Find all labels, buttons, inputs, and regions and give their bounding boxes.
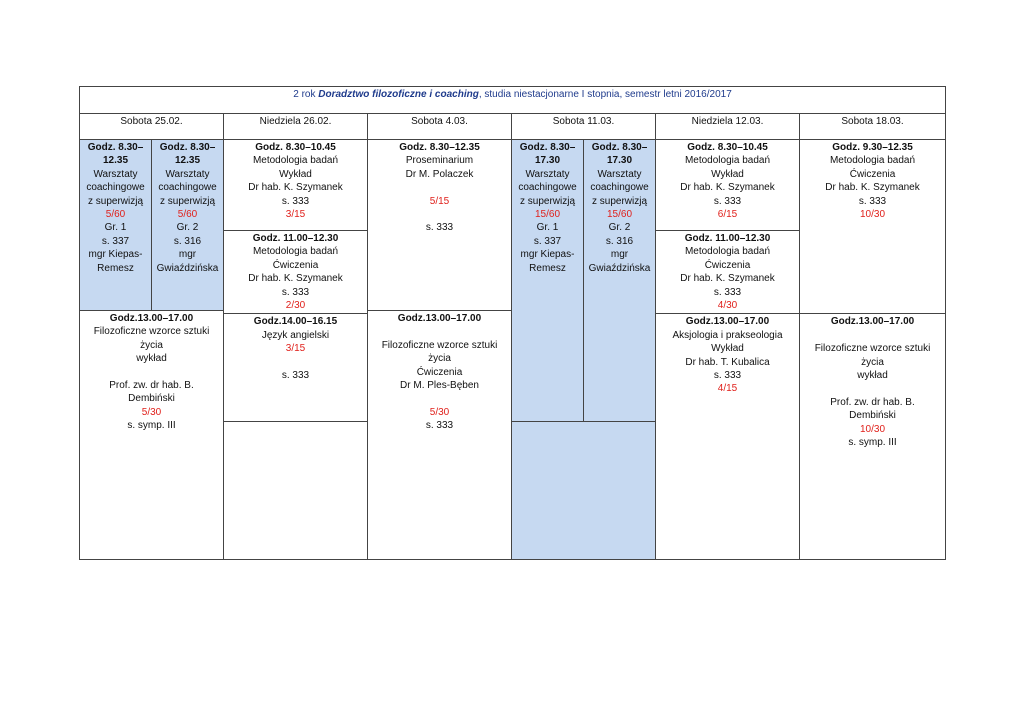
class-time: Godz. 8.30– <box>87 142 144 153</box>
hours-count: 4/15 <box>717 383 738 395</box>
class-detail: coachingowe <box>590 182 649 194</box>
class-detail: Warsztaty <box>93 168 138 180</box>
spacer <box>802 329 943 342</box>
schedule-table <box>79 86 946 560</box>
class-detail: s. 337 <box>533 235 562 247</box>
day-header: Sobota 11.03. <box>512 114 656 140</box>
class-time: Godz. 11.00–12.30 <box>684 233 771 244</box>
class-cell-workshop-gr1 <box>512 140 584 422</box>
class-cell-methodology-lecture <box>656 140 800 231</box>
spacer <box>370 181 509 194</box>
class-detail: s. 337 <box>101 235 130 247</box>
class-time: Godz. 8.30–12.35 <box>399 142 480 153</box>
class-detail: życia <box>861 356 884 368</box>
class-detail: wykład <box>857 370 888 382</box>
class-detail: z superwizją <box>87 195 144 207</box>
class-cell-workshop-gr2 <box>584 140 656 422</box>
class-detail: Ćwiczenia <box>416 366 463 378</box>
class-detail: Dr M. Polaczek <box>405 168 474 180</box>
class-detail: Dr hab. T. Kubalica <box>685 356 770 368</box>
hours-count: 5/30 <box>141 406 162 418</box>
class-detail: mgr Kiepas- <box>88 249 143 261</box>
class-detail: Warsztaty <box>165 168 210 180</box>
class-time: Godz.13.00–17.00 <box>397 313 482 324</box>
title-suffix: , studia niestacjonarne I stopnia, semestr letni 2016/2017 <box>478 89 732 100</box>
hours-count: 3/15 <box>285 343 306 355</box>
class-time: Godz. 8.30– <box>519 142 576 153</box>
class-detail: wykład <box>136 353 167 365</box>
class-cell-philosophy-lecture <box>80 311 224 560</box>
class-detail: Filozoficzne wzorce sztuki <box>814 343 931 355</box>
class-detail: s. 316 <box>605 235 634 247</box>
hours-count: 3/15 <box>285 209 306 221</box>
class-detail: Filozoficzne wzorce sztuki <box>381 339 498 351</box>
class-detail: s. symp. III <box>127 420 176 432</box>
class-detail: s. symp. III <box>848 437 897 449</box>
class-time: Godz.13.00–17.00 <box>830 316 915 328</box>
class-detail: Gwiaździńska <box>156 262 219 274</box>
class-detail: Metodologia badań <box>684 155 771 167</box>
class-cell-axiology-lecture <box>656 314 800 560</box>
class-detail: Metodologia badań <box>252 155 339 167</box>
hours-count: 5/30 <box>429 406 450 418</box>
class-detail: z superwizją <box>519 195 576 207</box>
program-name: Doradztwo filozoficzne i coaching <box>318 89 479 100</box>
empty-cell <box>224 422 368 560</box>
day-header: Sobota 18.03. <box>800 114 946 140</box>
class-detail: Metodologia badań <box>829 155 916 167</box>
class-detail: mgr Kiepas- <box>520 249 575 261</box>
day-header: Sobota 4.03. <box>368 114 512 140</box>
class-detail: Gwiaździńska <box>588 262 651 274</box>
class-detail: s. 333 <box>281 370 310 382</box>
class-detail: Wykład <box>711 343 744 355</box>
hours-count: 5/60 <box>177 209 198 221</box>
hours-count: 2/30 <box>285 300 306 312</box>
class-detail: Aksjologia i prakseologia <box>672 329 783 341</box>
empty-cell <box>512 422 656 560</box>
class-detail: coachingowe <box>518 182 577 194</box>
class-detail: s. 333 <box>858 195 887 207</box>
class-time: Godz. 9.30–12.35 <box>832 142 913 153</box>
class-detail: Filozoficzne wzorce sztuki <box>93 326 210 338</box>
class-detail: Prof. zw. dr hab. B. <box>830 396 915 408</box>
class-cell-philosophy-lecture <box>800 314 946 560</box>
hours-count: 5/60 <box>105 209 126 221</box>
schedule-document <box>79 86 945 560</box>
spacer <box>82 366 221 379</box>
class-cell-methodology-exercises <box>656 231 800 314</box>
class-time: Godz. 8.30– <box>591 142 648 153</box>
day-header: Niedziela 26.02. <box>224 114 368 140</box>
class-detail: Remesz <box>529 262 566 274</box>
class-time: Godz.13.00–17.00 <box>685 316 770 328</box>
class-detail: mgr <box>178 249 197 261</box>
class-detail: Gr. 2 <box>608 222 631 234</box>
class-detail: coachingowe <box>158 182 217 194</box>
class-time: 12.35 <box>102 155 129 167</box>
class-detail: Gr. 2 <box>176 222 199 234</box>
schedule-title <box>80 87 946 114</box>
class-cell-methodology-lecture <box>224 140 368 231</box>
class-time: 17.30 <box>606 155 633 167</box>
class-detail: s. 333 <box>713 370 742 382</box>
class-detail: s. 333 <box>713 286 742 298</box>
class-time: Godz.14.00–16.15 <box>253 316 338 328</box>
class-cell-english <box>224 314 368 422</box>
class-detail: coachingowe <box>86 182 145 194</box>
class-detail: Wykład <box>279 168 312 180</box>
class-detail: s. 316 <box>173 235 202 247</box>
class-cell-workshop-gr1 <box>80 140 152 311</box>
class-detail: Dr M. Ples-Bęben <box>400 380 479 392</box>
class-detail: Metodologia badań <box>684 246 771 258</box>
class-detail: Dembiński <box>128 393 175 405</box>
hours-count: 5/15 <box>429 195 450 207</box>
class-detail: Gr. 1 <box>536 222 559 234</box>
day-header: Sobota 25.02. <box>80 114 224 140</box>
class-detail: Dr hab. K. Szymanek <box>248 273 343 285</box>
class-cell-proseminar <box>368 140 512 311</box>
hours-count: 4/30 <box>717 300 738 312</box>
hours-count: 15/60 <box>534 209 561 221</box>
hours-count: 15/60 <box>606 209 633 221</box>
class-time: Godz. 8.30– <box>159 142 216 153</box>
class-cell-workshop-gr2 <box>152 140 224 311</box>
class-detail: Warsztaty <box>525 168 570 180</box>
spacer <box>226 356 365 369</box>
class-detail: życia <box>428 353 451 365</box>
spacer <box>370 325 509 338</box>
class-detail: Ćwiczenia <box>849 168 896 180</box>
class-time: Godz.13.00–17.00 <box>109 313 194 324</box>
title-prefix: 2 rok <box>293 89 319 100</box>
spacer <box>370 208 509 221</box>
class-cell-methodology-exercises <box>224 231 368 314</box>
class-detail: Gr. 1 <box>104 222 127 234</box>
class-time: 17.30 <box>534 155 561 167</box>
class-detail: Warsztaty <box>597 168 642 180</box>
class-detail: s. 333 <box>713 195 742 207</box>
class-detail: Dembiński <box>849 410 896 422</box>
class-detail: Język angielski <box>261 329 330 341</box>
class-time: Godz. 11.00–12.30 <box>252 233 339 244</box>
day-header: Niedziela 12.03. <box>656 114 800 140</box>
class-detail: s. 333 <box>281 286 310 298</box>
class-cell-methodology-exercises <box>800 140 946 314</box>
class-detail: Dr hab. K. Szymanek <box>248 182 343 194</box>
class-detail: s. 333 <box>425 420 454 432</box>
class-time: Godz. 8.30–10.45 <box>255 142 336 153</box>
class-detail: Proseminarium <box>405 155 474 167</box>
class-time: Godz. 8.30–10.45 <box>687 142 768 153</box>
class-detail: Dr hab. K. Szymanek <box>680 273 775 285</box>
hours-count: 10/30 <box>859 423 886 435</box>
hours-count: 6/15 <box>717 209 738 221</box>
spacer <box>802 382 943 395</box>
class-detail: Ćwiczenia <box>704 259 751 271</box>
class-detail: Dr hab. K. Szymanek <box>825 182 920 194</box>
class-detail: z superwizją <box>159 195 216 207</box>
spacer <box>370 392 509 405</box>
class-detail: Prof. zw. dr hab. B. <box>109 380 194 392</box>
class-time: 12.35 <box>174 155 201 167</box>
class-detail: życia <box>140 339 163 351</box>
class-detail: Remesz <box>97 262 134 274</box>
class-detail: Wykład <box>711 168 744 180</box>
class-detail: z superwizją <box>591 195 648 207</box>
class-detail: Dr hab. K. Szymanek <box>680 182 775 194</box>
hours-count: 10/30 <box>859 209 886 221</box>
class-cell-philosophy-exercises <box>368 311 512 560</box>
class-detail: Ćwiczenia <box>272 259 319 271</box>
class-detail: s. 333 <box>281 195 310 207</box>
class-detail: s. 333 <box>425 222 454 234</box>
class-detail: Metodologia badań <box>252 246 339 258</box>
class-detail: mgr <box>610 249 629 261</box>
